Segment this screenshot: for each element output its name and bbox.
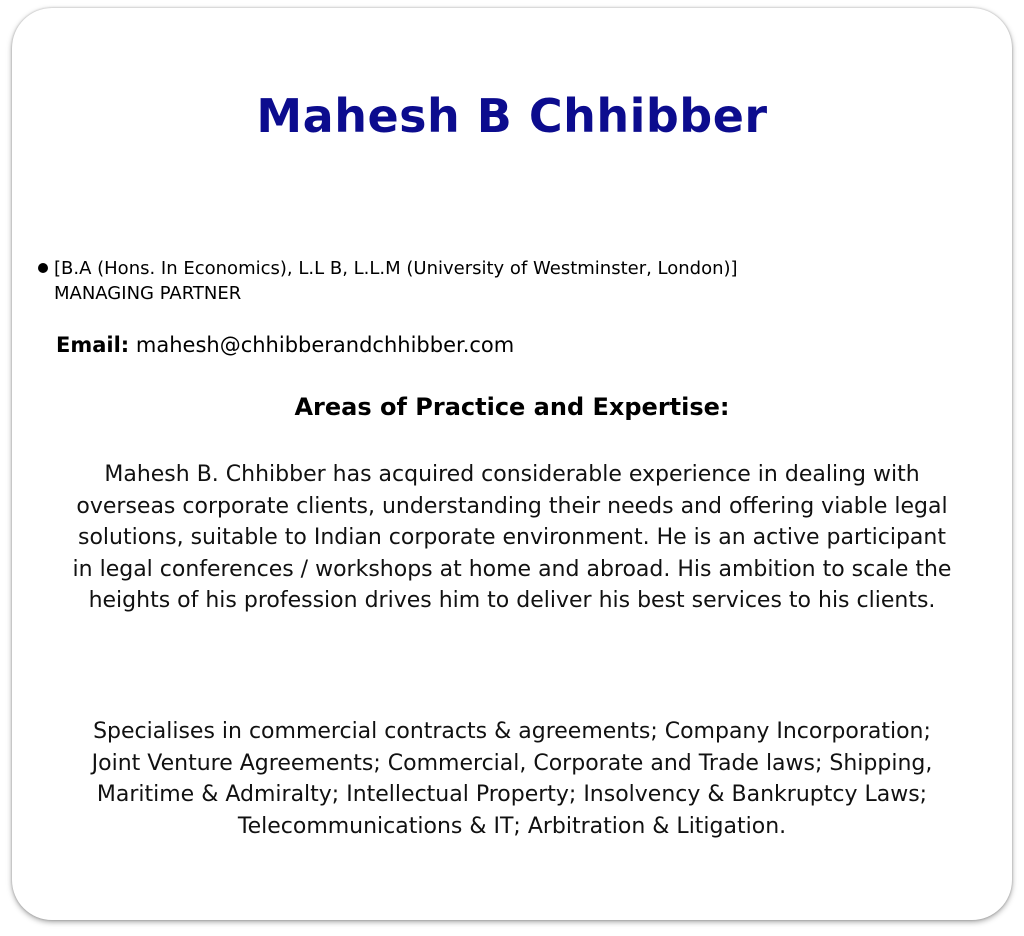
practice-specialisations: Specialises in commercial contracts & agreements; Company Incorporation; Joint Venture Agreements; Commercial, Corporate and Trade laws; Shipping, Maritime & Admiralty; Intellectual Property; Insolvency & Bankruptcy Laws; Telecommunications & IT; Arbitration & Litigation.	[91, 719, 933, 839]
qualifications-list-item	[36, 256, 976, 306]
practice-description: Mahesh B. Chhibber has acquired considerable experience in dealing with overseas corporate clients, understanding their needs and offering viable legal solutions, suitable to Indian corporate environment. He is an active participant in legal conferences / workshops at home and abroad. His ambition to scale the heights of his profession drives him to deliver his best services to his clients.	[72, 462, 952, 613]
email-link[interactable]: mahesh@chhibberandchhibber.com	[135, 333, 515, 357]
qualifications-text: [B.A (Hons. In Economics), L.L B, L.L.M (University of Westminster, London)]	[54, 258, 738, 279]
bullet-icon	[38, 263, 48, 273]
email-label: Email:	[56, 333, 130, 357]
email-row	[56, 330, 514, 360]
profile-card	[12, 8, 1012, 920]
practice-heading: Areas of Practice and Expertise:	[294, 393, 730, 421]
position-text: MANAGING PARTNER	[54, 283, 242, 304]
profile-name: Mahesh B Chhibber	[256, 89, 768, 143]
